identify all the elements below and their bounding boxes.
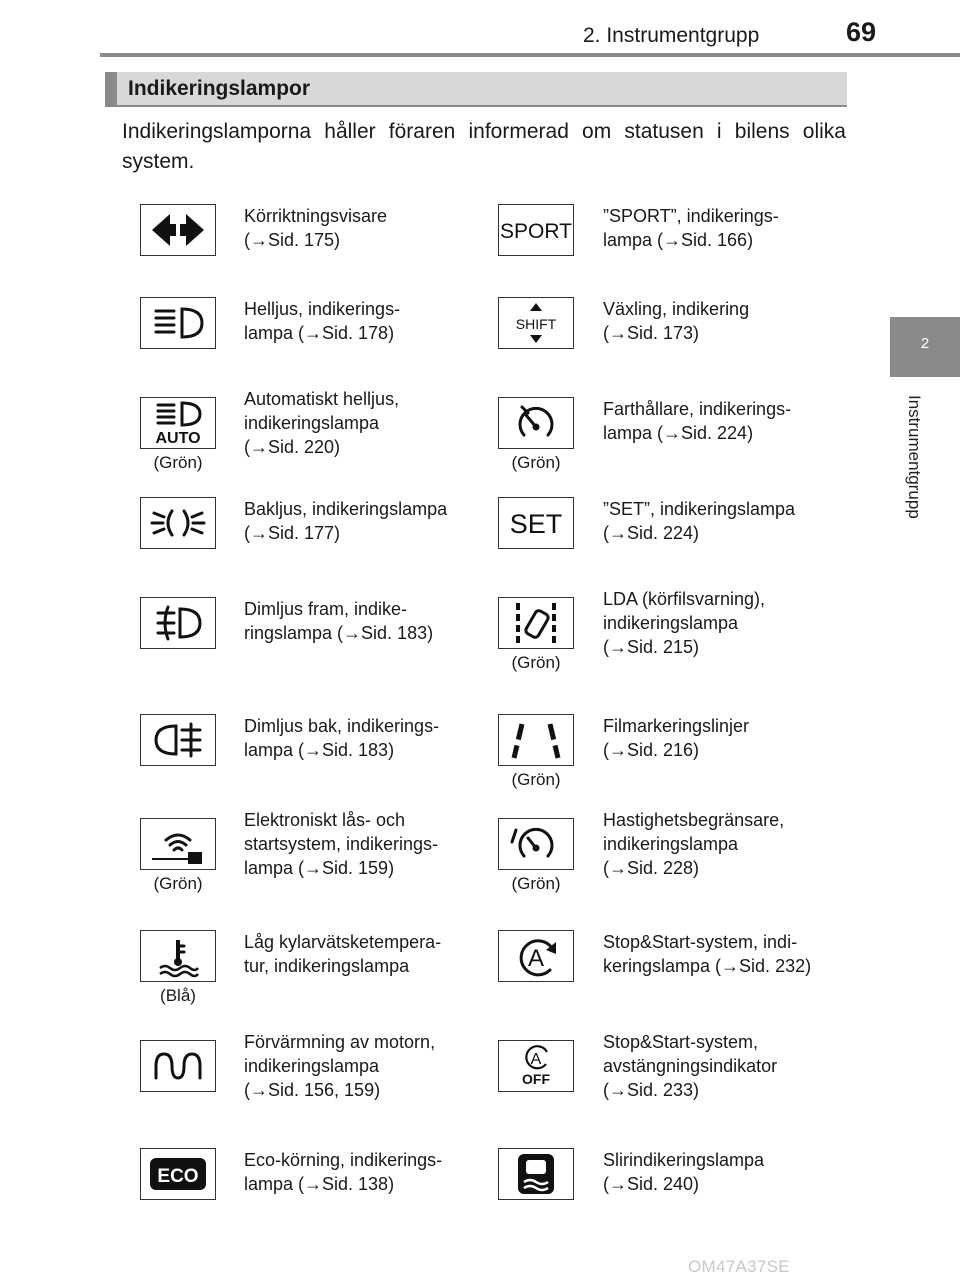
cruise-control-icon xyxy=(504,401,568,445)
side-tab-label: Instrumentgrupp xyxy=(905,395,924,519)
indicator-icon-box xyxy=(498,1148,574,1200)
svg-text:ECO: ECO xyxy=(157,1166,199,1187)
high-beam-icon xyxy=(146,301,210,345)
turn-signal-icon xyxy=(146,208,210,252)
description-line: ”SET”, indikeringslampa xyxy=(603,499,796,519)
indicator-description xyxy=(603,297,835,345)
description-line: Dimljus bak, indikerings- xyxy=(244,716,440,736)
indicator-description xyxy=(244,387,476,459)
indicator-description xyxy=(244,497,476,545)
description-line: tur, indikeringslampa xyxy=(244,956,410,976)
tail-light-icon xyxy=(146,501,210,545)
description-line: Förvärmning av motorn, xyxy=(244,1032,436,1052)
indicator-icon-box xyxy=(140,397,216,449)
description-line: ringslampa (→Sid. 183) xyxy=(244,623,434,643)
indicator-icon-box xyxy=(498,818,574,870)
indicator-description xyxy=(244,714,476,762)
description-line: indikeringslampa xyxy=(603,834,739,854)
indicator-description xyxy=(603,1148,835,1196)
color-label: (Grön) xyxy=(153,874,203,893)
description-line: (→Sid. 215) xyxy=(603,637,700,657)
indicator-icon-box xyxy=(498,497,574,549)
description-line: Automatiskt helljus, xyxy=(244,389,400,409)
indicator-description xyxy=(603,204,835,252)
indicator-description xyxy=(244,297,476,345)
footer-watermark: OM47A37SE xyxy=(688,1257,790,1276)
indicator-icon-box xyxy=(498,930,574,982)
description-line: Helljus, indikerings- xyxy=(244,299,401,319)
color-label: (Grön) xyxy=(511,874,561,893)
stop-start-off-icon xyxy=(504,1044,568,1088)
description-line: Hastighetsbegränsare, xyxy=(603,810,785,830)
stop-start-icon xyxy=(504,934,568,978)
description-line: lampa (→Sid. 138) xyxy=(244,1174,395,1194)
description-line: (→Sid. 175) xyxy=(244,230,341,250)
description-line: Eco-körning, indikerings- xyxy=(244,1150,443,1170)
indicator-description xyxy=(244,1030,476,1102)
indicator-description xyxy=(603,714,835,762)
rear-fog-icon xyxy=(146,718,210,762)
description-line: startsystem, indikerings- xyxy=(244,834,439,854)
indicator-description xyxy=(244,204,476,252)
lane-departure-icon xyxy=(504,601,568,645)
description-line: Farthållare, indikerings- xyxy=(603,399,792,419)
description-line: (→Sid. 224) xyxy=(603,523,700,543)
svg-text:SHIFT: SHIFT xyxy=(515,316,557,332)
description-line: (→Sid. 233) xyxy=(603,1080,700,1100)
smart-key-icon xyxy=(146,822,210,866)
intro-text: Indikeringslamporna håller föraren informerad om statusen i bilens olika system. xyxy=(122,120,846,173)
indicator-icon-box xyxy=(140,930,216,982)
description-line: (→Sid. 240) xyxy=(603,1174,700,1194)
description-line: Låg kylarvätsketempera- xyxy=(244,932,442,952)
indicator-description xyxy=(603,397,835,445)
color-label: (Grön) xyxy=(511,453,561,472)
description-line: Dimljus fram, indike- xyxy=(244,599,408,619)
slip-indicator-icon xyxy=(504,1152,568,1196)
description-line: (→Sid. 228) xyxy=(603,858,700,878)
description-line: ”SPORT”, indikerings- xyxy=(603,206,779,226)
indicator-description xyxy=(603,497,835,545)
indicator-icon-box xyxy=(498,204,574,256)
color-label: (Blå) xyxy=(160,986,196,1005)
glow-plug-icon xyxy=(146,1044,210,1088)
indicator-icon-box xyxy=(498,297,574,349)
header-rule xyxy=(100,53,960,57)
description-line: Stop&Start-system, xyxy=(603,1032,759,1052)
description-line: Bakljus, indikeringslampa xyxy=(244,499,448,519)
description-line: lampa (→Sid. 166) xyxy=(603,230,754,250)
svg-text:OFF: OFF xyxy=(522,1071,550,1087)
description-line: indikeringslampa xyxy=(603,613,739,633)
description-line: indikeringslampa xyxy=(244,1056,380,1076)
indicator-icon-box xyxy=(498,714,574,766)
indicator-description xyxy=(603,930,835,978)
description-line: lampa (→Sid. 159) xyxy=(244,858,395,878)
svg-text:A: A xyxy=(530,1051,542,1068)
indicator-icon-box xyxy=(140,1148,216,1200)
svg-text:SET: SET xyxy=(509,509,563,539)
indicator-description xyxy=(603,587,835,659)
description-line: (→Sid. 216) xyxy=(603,740,700,760)
color-label: (Grön) xyxy=(153,453,203,472)
svg-text:A: A xyxy=(527,945,545,972)
svg-text:SPORT: SPORT xyxy=(500,220,572,243)
indicator-icon-box xyxy=(140,597,216,649)
description-line: LDA (körfilsvarning), xyxy=(603,589,766,609)
page-number: 69 xyxy=(846,17,877,47)
description-line: (→Sid. 177) xyxy=(244,523,341,543)
set-icon xyxy=(504,501,568,545)
indicator-description xyxy=(244,808,476,880)
description-line: avstängningsindikator xyxy=(603,1056,778,1076)
description-line: lampa (→Sid. 224) xyxy=(603,423,754,443)
description-line: keringslampa (→Sid. 232) xyxy=(603,956,812,976)
description-line: Växling, indikering xyxy=(603,299,750,319)
indicator-description xyxy=(603,808,835,880)
description-line: Slirindikeringslampa xyxy=(603,1150,765,1170)
indicator-description xyxy=(244,1148,476,1196)
section-title: Indikeringslampor xyxy=(105,72,847,107)
description-line: (→Sid. 156, 159) xyxy=(244,1080,381,1100)
front-fog-icon xyxy=(146,601,210,645)
speed-limiter-icon xyxy=(504,822,568,866)
description-line: Filmarkeringslinjer xyxy=(603,716,750,736)
color-label: (Grön) xyxy=(511,770,561,789)
indicator-description xyxy=(603,1030,835,1102)
indicator-icon-box xyxy=(498,597,574,649)
indicator-description xyxy=(244,930,476,978)
description-line: Stop&Start-system, indi- xyxy=(603,932,798,952)
indicator-icon-box xyxy=(140,497,216,549)
shift-icon xyxy=(504,301,568,345)
indicator-description xyxy=(244,597,476,645)
eco-icon xyxy=(146,1152,210,1196)
description-line: lampa (→Sid. 178) xyxy=(244,323,395,343)
indicator-icon-box xyxy=(140,204,216,256)
description-line: lampa (→Sid. 183) xyxy=(244,740,395,760)
chapter-title: 2. Instrumentgrupp xyxy=(583,24,760,47)
indicator-icon-box xyxy=(140,714,216,766)
description-line: (→Sid. 173) xyxy=(603,323,700,343)
sport-icon xyxy=(500,208,572,252)
description-line: indikeringslampa xyxy=(244,413,380,433)
coolant-temp-icon xyxy=(146,934,210,978)
auto-high-beam-icon xyxy=(146,401,210,445)
indicator-icon-box xyxy=(498,397,574,449)
indicator-icon-box xyxy=(140,818,216,870)
indicator-icon-box xyxy=(498,1040,574,1092)
indicator-icon-box xyxy=(140,297,216,349)
color-label: (Grön) xyxy=(511,653,561,672)
lane-lines-icon xyxy=(504,718,568,762)
description-line: Körriktningsvisare xyxy=(244,206,388,226)
description-line: (→Sid. 220) xyxy=(244,437,341,457)
indicator-icon-box xyxy=(140,1040,216,1092)
svg-text:AUTO: AUTO xyxy=(155,430,201,447)
description-line: Elektroniskt lås- och xyxy=(244,810,406,830)
side-tab-number: 2 xyxy=(890,317,960,377)
